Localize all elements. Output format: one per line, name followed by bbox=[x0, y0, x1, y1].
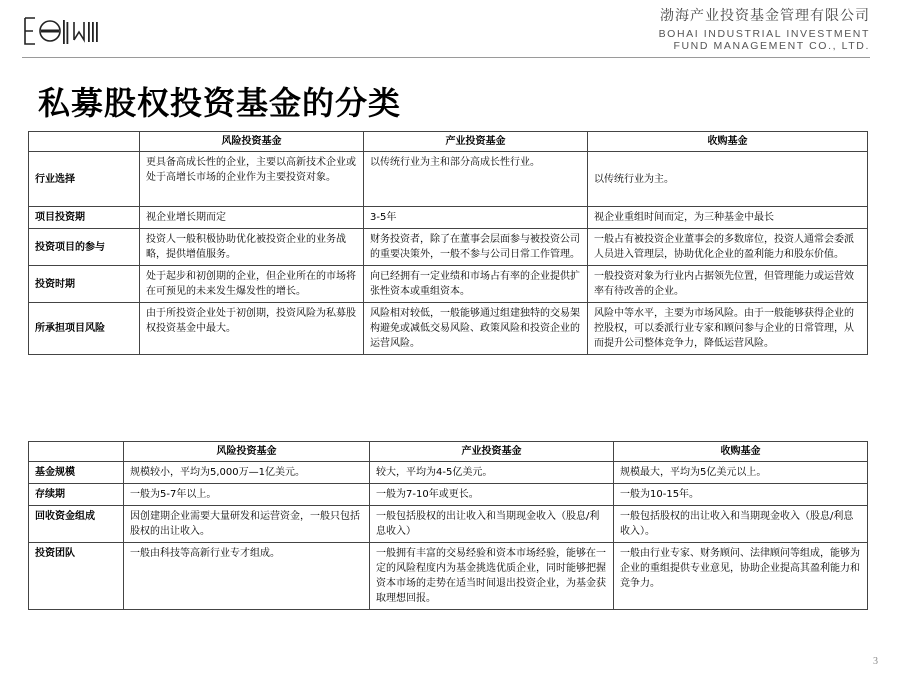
header-venture-fund: 风险投资基金 bbox=[140, 132, 364, 152]
table-cell: 由于所投资企业处于初创期，投资风险为私募股权投资基金中最大。 bbox=[140, 303, 364, 355]
row-label: 所承担项目风险 bbox=[29, 303, 140, 355]
header-divider bbox=[22, 57, 870, 58]
table-cell: 一般为10-15年。 bbox=[614, 484, 868, 506]
table-cell: 向已经拥有一定业绩和市场占有率的企业提供扩张性资本或重组资本。 bbox=[364, 266, 588, 303]
table-cell: 一般由行业专家、财务顾问、法律顾问等组成，能够为企业的重组提供专业意见，协助企业提高其盈利能力和竞争力。 bbox=[614, 543, 868, 610]
table-cell: 视企业重组时间而定，为三种基金中最长 bbox=[588, 207, 868, 229]
bohai-logo-icon bbox=[22, 14, 110, 48]
table-cell: 规模最大，平均为5亿美元以上。 bbox=[614, 462, 868, 484]
table-cell: 3-5年 bbox=[364, 207, 588, 229]
table-row bbox=[29, 506, 868, 543]
header-buyout-fund: 收购基金 bbox=[588, 132, 868, 152]
table-cell: 投资人一般积极协助优化被投资企业的业务战略，提供增值服务。 bbox=[140, 229, 364, 266]
table-cell: 风险相对较低，一般能够通过组建独特的交易架构避免或减低交易风险、政策风险和投资企业的运营风险。 bbox=[364, 303, 588, 355]
table-cell: 一般包括股权的出让收入和当期现金收入（股息/利息收入）。 bbox=[614, 506, 868, 543]
header-industry-fund: 产业投资基金 bbox=[370, 442, 614, 462]
fund-comparison-table-2 bbox=[28, 441, 868, 610]
header-cell-empty bbox=[29, 442, 124, 462]
table-cell: 处于起步和初创期的企业，但企业所在的市场将在可预见的未来发生爆发性的增长。 bbox=[140, 266, 364, 303]
table-cell: 一般由科技等高新行业专才组成。 bbox=[124, 543, 370, 610]
table-row bbox=[29, 152, 868, 207]
table-cell: 一般占有被投资企业董事会的多数席位，投资人通常会委派人员进入管理层，协助优化企业的盈利能力和股东价值。 bbox=[588, 229, 868, 266]
table-cell: 视企业增长期而定 bbox=[140, 207, 364, 229]
table-header-row bbox=[29, 132, 868, 152]
table-cell: 一般拥有丰富的交易经验和资本市场经验，能够在一定的风险程度内为基金挑选优质企业，同时能够把握资本市场的走势在适当时间退出投资企业，为基金获取理想回报。 bbox=[370, 543, 614, 610]
table-cell: 财务投资者，除了在董事会层面参与被投资公司的重要决策外，一般不参与公司日常工作管理。 bbox=[364, 229, 588, 266]
row-label: 基金规模 bbox=[29, 462, 124, 484]
company-name-cn: 渤海产业投资基金管理有限公司 bbox=[660, 8, 870, 24]
table-row bbox=[29, 207, 868, 229]
table-cell: 因创建期企业需要大量研发和运营资金，一般只包括股权的出让收入。 bbox=[124, 506, 370, 543]
table-cell: 较大，平均为4-5亿美元。 bbox=[370, 462, 614, 484]
table-header-row bbox=[29, 442, 868, 462]
table-cell: 一般包括股权的出让收入和当期现金收入（股息/利息收入） bbox=[370, 506, 614, 543]
table-row bbox=[29, 266, 868, 303]
table-row bbox=[29, 462, 868, 484]
table-cell: 一般投资对象为行业内占据领先位置，但管理能力或运营效率有待改善的企业。 bbox=[588, 266, 868, 303]
table-row bbox=[29, 229, 868, 266]
table-row bbox=[29, 543, 868, 610]
header-buyout-fund: 收购基金 bbox=[614, 442, 868, 462]
table-row bbox=[29, 484, 868, 506]
row-label: 投资团队 bbox=[29, 543, 124, 610]
table-cell: 风险中等水平，主要为市场风险。由于一般能够获得企业的控股权，可以委派行业专家和顾问参与企业的日常管理，从而提升公司整体竞争力，降低运营风险。 bbox=[588, 303, 868, 355]
fund-comparison-table-1 bbox=[28, 131, 868, 355]
company-name-en-line2: FUND MANAGEMENT CO., LTD. bbox=[673, 40, 870, 53]
page-title: 私募股权投资基金的分类 bbox=[38, 84, 402, 122]
row-label: 投资项目的参与 bbox=[29, 229, 140, 266]
table-cell: 一般为7-10年或更长。 bbox=[370, 484, 614, 506]
table-cell: 规模较小，平均为5,000万—1亿美元。 bbox=[124, 462, 370, 484]
table-row bbox=[29, 303, 868, 355]
header-venture-fund: 风险投资基金 bbox=[124, 442, 370, 462]
row-label: 投资时期 bbox=[29, 266, 140, 303]
table-cell: 更具备高成长性的企业，主要以高新技术企业或处于高增长市场的企业作为主要投资对象。 bbox=[140, 152, 364, 207]
table-cell: 以传统行业为主。 bbox=[588, 152, 868, 207]
page-number: 3 bbox=[873, 656, 878, 667]
row-label: 行业选择 bbox=[29, 152, 140, 207]
header-cell-empty bbox=[29, 132, 140, 152]
company-name-block bbox=[659, 8, 870, 52]
table-cell: 以传统行业为主和部分高成长性行业。 bbox=[364, 152, 588, 207]
table-cell: 一般为5-7年以上。 bbox=[124, 484, 370, 506]
row-label: 项目投资期 bbox=[29, 207, 140, 229]
company-name-en-line1: BOHAI INDUSTRIAL INVESTMENT bbox=[658, 28, 870, 41]
row-label: 回收资金组成 bbox=[29, 506, 124, 543]
row-label: 存续期 bbox=[29, 484, 124, 506]
header-industry-fund: 产业投资基金 bbox=[364, 132, 588, 152]
